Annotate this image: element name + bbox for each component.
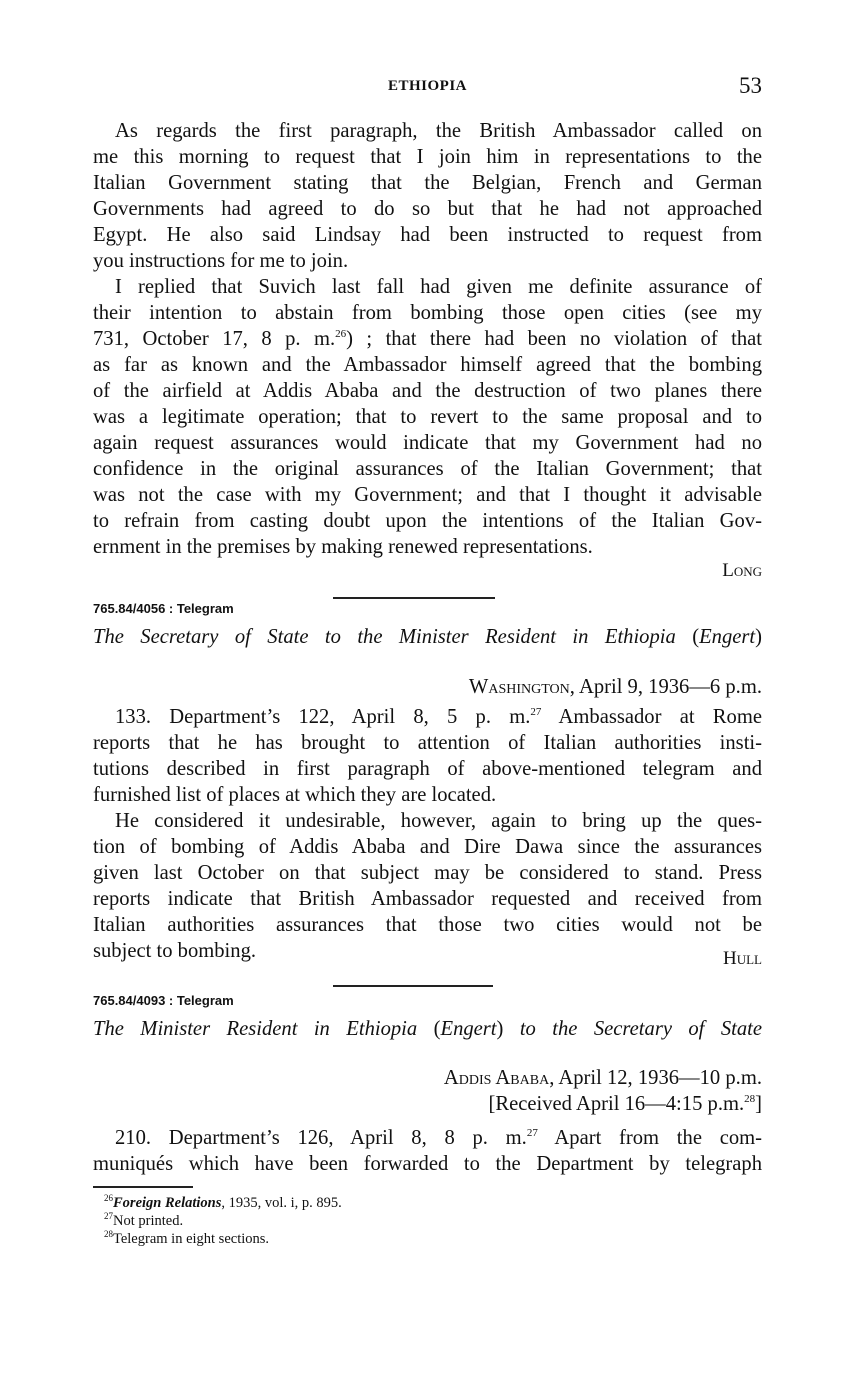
footnote-number: 28	[104, 1229, 113, 1240]
running-title: ETHIOPIA	[387, 78, 467, 94]
text-line: to refrain from casting doubt upon the intentions of the Italian Gov-	[93, 510, 762, 532]
dateline	[444, 1065, 762, 1117]
text-line: subject to bombing.	[93, 940, 257, 962]
dateline-date: , April 9, 1936—6 p.m.	[569, 676, 762, 698]
text-line: reports that he has brought to attention of Italian authorities insti-	[93, 732, 762, 754]
footnote-number: 26	[104, 1193, 113, 1204]
text-run: Ambassador at Rome	[541, 706, 762, 728]
dateline-received	[444, 1091, 762, 1117]
footnote-ref: 27	[530, 706, 542, 719]
text-line: ernment in the premises by making renewed representations.	[93, 536, 593, 558]
signature-hull: Hull	[723, 948, 762, 969]
text-line	[93, 704, 762, 730]
footnote-ref: 28	[744, 1093, 756, 1106]
dateline-sent	[444, 1065, 762, 1091]
text-line: was a legitimate operation; that to revert to the same proposal and to	[93, 406, 762, 428]
text-line: Italian authorities assurances that those two cities would not be	[93, 914, 762, 936]
doc2-paragraph-2	[93, 808, 762, 964]
section1-paragraph-1	[93, 118, 762, 274]
heading-text: The Secretary of State to the Minister Resident in Ethiopia	[93, 626, 693, 648]
heading-text: Engert	[440, 1018, 497, 1040]
text-line: was not the case with my Government; and that I thought it advisable	[93, 484, 762, 506]
dateline-place: Washington	[468, 676, 570, 698]
dateline	[469, 674, 762, 700]
text-line: Egypt. He also said Lindsay had been instructed to request from	[93, 224, 762, 246]
doc3-paragraph-1	[93, 1125, 762, 1177]
text-line: again request assurances would indicate that my Government had no	[93, 432, 762, 454]
text-line: me this morning to request that I join him in representations to the	[93, 146, 762, 168]
text-line: you instructions for me to join.	[93, 250, 349, 272]
document-heading	[93, 1018, 762, 1041]
footnote-text: , 1935, vol. i, p. 895.	[221, 1195, 342, 1211]
text-line	[93, 1125, 762, 1151]
text-line: given last October on that subject may be considered to stand. Press	[93, 862, 762, 884]
text-run: Apart from the com-	[537, 1127, 763, 1149]
text-line: He considered it undesirable, however, again to bring up the ques-	[115, 810, 762, 832]
received-text: [Received April 16—4:15 p.m.	[488, 1093, 745, 1115]
document-heading	[93, 626, 762, 649]
footnote-26	[104, 1194, 342, 1212]
text-line: confidence in the original assurances of the Italian Government; that	[93, 458, 762, 480]
text-run: 133. Department’s 122, April 8, 5 p. m.	[115, 706, 531, 728]
footnote-number: 27	[104, 1211, 113, 1222]
text-line: I replied that Suvich last fall had given me definite assurance of	[115, 276, 762, 298]
footnote-title: Foreign Relations	[113, 1195, 222, 1211]
heading-paren: )	[755, 626, 762, 648]
doc2-body	[93, 704, 762, 964]
footnote-28	[104, 1230, 342, 1248]
section1-paragraph-2	[93, 274, 762, 560]
heading-text: The Minister Resident in Ethiopia	[93, 1018, 434, 1040]
footnote-ref: 26	[335, 328, 347, 341]
signature-long: Long	[722, 560, 762, 581]
text-line: as far as known and the Ambassador himself agreed that the bombing	[93, 354, 762, 376]
text-run: ) ; that there had been no violation of that	[346, 328, 763, 350]
received-text: ]	[755, 1093, 762, 1115]
text-line	[93, 326, 762, 352]
section1-body	[93, 118, 762, 560]
heading-paren: (	[433, 1018, 441, 1040]
heading-paren: (	[692, 626, 700, 648]
dateline-place: Addis Ababa	[443, 1067, 550, 1089]
footnote-ref: 27	[526, 1127, 538, 1140]
file-reference: 765.84/4093 : Telegram	[93, 993, 234, 1008]
text-line: of the airfield at Addis Ababa and the destruction of two planes there	[93, 380, 762, 402]
text-run: 210. Department’s 126, April 8, 8 p. m.	[115, 1127, 527, 1149]
footnote-divider	[93, 1186, 193, 1188]
text-line: furnished list of places at which they are located.	[93, 784, 497, 806]
text-line: their intention to abstain from bombing those open cities (see my	[93, 302, 762, 324]
page-number: 53	[739, 73, 762, 98]
text-line: tion of bombing of Addis Ababa and Dire Dawa since the assurances	[93, 836, 762, 858]
footnote-27	[104, 1212, 342, 1230]
footnotes	[104, 1194, 342, 1248]
running-head	[93, 73, 762, 102]
footnote-text: Telegram in eight sections.	[113, 1231, 270, 1247]
heading-text: Engert	[699, 626, 756, 648]
footnote-text: Not printed.	[113, 1213, 184, 1229]
text-line: tutions described in first paragraph of above-mentioned telegram and	[93, 758, 762, 780]
text-line: muniqués which have been forwarded to the Department by telegraph	[93, 1153, 762, 1175]
section-divider	[333, 597, 495, 599]
text-line: Governments had agreed to do so but that he had not approached	[93, 198, 762, 220]
section-divider	[333, 985, 493, 987]
text-run: 731, October 17, 8 p. m.	[93, 328, 336, 350]
heading-text: to the Secretary of State	[503, 1018, 762, 1040]
doc2-paragraph-1	[93, 704, 762, 808]
doc3-body	[93, 1125, 762, 1177]
text-line: reports indicate that British Ambassador requested and received from	[93, 888, 762, 910]
text-line: As regards the first paragraph, the British Ambassador called on	[115, 120, 762, 142]
heading-paren: )	[496, 1018, 504, 1040]
text-line: Italian Government stating that the Belgian, French and German	[93, 172, 762, 194]
file-reference: 765.84/4056 : Telegram	[93, 601, 234, 616]
dateline-date: , April 12, 1936—10 p.m.	[549, 1067, 762, 1089]
